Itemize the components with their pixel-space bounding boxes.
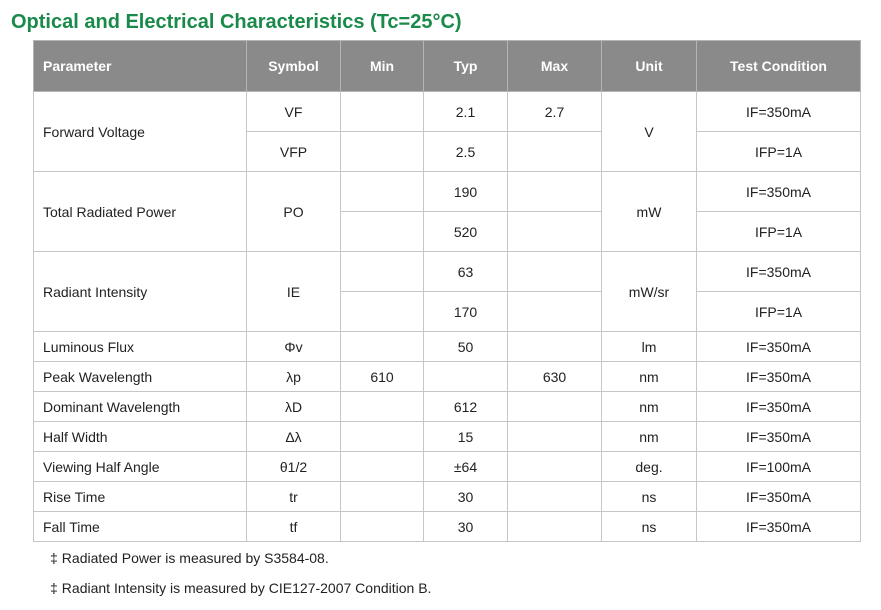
typ-cell: 30 [424, 482, 508, 512]
max-cell [508, 422, 602, 452]
symbol-cell: IE [247, 252, 341, 332]
table-row [34, 252, 861, 292]
header-parameter: Parameter [34, 41, 247, 92]
min-cell [341, 392, 424, 422]
footnotes [50, 549, 431, 609]
typ-cell [424, 362, 508, 392]
min-cell [341, 482, 424, 512]
param-label: Dominant Wavelength [34, 392, 247, 422]
characteristics-table [33, 40, 861, 542]
min-cell [341, 252, 424, 292]
table-row [34, 332, 861, 362]
typ-cell: 50 [424, 332, 508, 362]
condition-cell: IFP=1A [697, 212, 861, 252]
min-cell [341, 92, 424, 132]
unit-cell: nm [602, 422, 697, 452]
max-cell [508, 332, 602, 362]
typ-cell: 2.1 [424, 92, 508, 132]
page-title: Optical and Electrical Characteristics (Tc=25°C) [11, 11, 462, 33]
header-unit: Unit [602, 41, 697, 92]
footnote-text: Radiated Power is measured by S3584-08. [61, 550, 329, 566]
max-cell [508, 132, 602, 172]
condition-cell: IF=350mA [697, 392, 861, 422]
condition-cell: IFP=1A [697, 292, 861, 332]
param-label: Radiant Intensity [34, 252, 247, 332]
param-label: Fall Time [34, 512, 247, 542]
typ-cell: 520 [424, 212, 508, 252]
symbol-cell: tf [247, 512, 341, 542]
condition-cell: IFP=1A [697, 132, 861, 172]
typ-cell: 2.5 [424, 132, 508, 172]
table-row [34, 512, 861, 542]
typ-cell: ±64 [424, 452, 508, 482]
condition-cell: IF=350mA [697, 92, 861, 132]
unit-cell: mW [602, 172, 697, 252]
param-label: Luminous Flux [34, 332, 247, 362]
unit-cell: ns [602, 512, 697, 542]
footnote-marker: ‡ [50, 550, 58, 566]
typ-cell: 170 [424, 292, 508, 332]
unit-cell: nm [602, 392, 697, 422]
min-cell [341, 422, 424, 452]
condition-cell: IF=350mA [697, 332, 861, 362]
symbol-cell: VF [247, 92, 341, 132]
param-label: Half Width [34, 422, 247, 452]
unit-cell: lm [602, 332, 697, 362]
condition-cell: IF=350mA [697, 422, 861, 452]
max-cell [508, 172, 602, 212]
footnote [50, 579, 431, 609]
condition-cell: IF=350mA [697, 172, 861, 212]
table-row [34, 92, 861, 132]
min-cell [341, 452, 424, 482]
max-cell: 2.7 [508, 92, 602, 132]
table-row [34, 452, 861, 482]
table-row [34, 392, 861, 422]
min-cell [341, 172, 424, 212]
param-label: Rise Time [34, 482, 247, 512]
max-cell [508, 482, 602, 512]
header-symbol: Symbol [247, 41, 341, 92]
table-row [34, 482, 861, 512]
typ-cell: 612 [424, 392, 508, 422]
table-row [34, 362, 861, 392]
min-cell [341, 512, 424, 542]
symbol-cell: Φv [247, 332, 341, 362]
param-label: Total Radiated Power [34, 172, 247, 252]
param-label: Peak Wavelength [34, 362, 247, 392]
footnote-marker: ‡ [50, 580, 58, 596]
condition-cell: IF=350mA [697, 252, 861, 292]
symbol-cell: θ1/2 [247, 452, 341, 482]
header-row [34, 41, 861, 92]
symbol-cell: λp [247, 362, 341, 392]
table-row [34, 172, 861, 212]
symbol-cell: PO [247, 172, 341, 252]
min-cell [341, 292, 424, 332]
condition-cell: IF=350mA [697, 362, 861, 392]
max-cell [508, 512, 602, 542]
min-cell [341, 132, 424, 172]
symbol-cell: λD [247, 392, 341, 422]
typ-cell: 30 [424, 512, 508, 542]
unit-cell: ns [602, 482, 697, 512]
max-cell [508, 212, 602, 252]
footnote-text: Radiant Intensity is measured by CIE127-2007 Condition B. [61, 580, 432, 596]
max-cell [508, 292, 602, 332]
min-cell: 610 [341, 362, 424, 392]
header-min: Min [341, 41, 424, 92]
condition-cell: IF=350mA [697, 482, 861, 512]
condition-cell: IF=350mA [697, 512, 861, 542]
typ-cell: 190 [424, 172, 508, 212]
header-condition: Test Condition [697, 41, 861, 92]
unit-cell: deg. [602, 452, 697, 482]
symbol-cell: VFP [247, 132, 341, 172]
max-cell: 630 [508, 362, 602, 392]
typ-cell: 63 [424, 252, 508, 292]
param-label: Forward Voltage [34, 92, 247, 172]
max-cell [508, 452, 602, 482]
condition-cell: IF=100mA [697, 452, 861, 482]
table-row [34, 422, 861, 452]
param-label: Viewing Half Angle [34, 452, 247, 482]
max-cell [508, 252, 602, 292]
unit-cell: mW/sr [602, 252, 697, 332]
header-max: Max [508, 41, 602, 92]
unit-cell: V [602, 92, 697, 172]
symbol-cell: tr [247, 482, 341, 512]
footnote [50, 549, 431, 579]
header-typ: Typ [424, 41, 508, 92]
min-cell [341, 212, 424, 252]
min-cell [341, 332, 424, 362]
max-cell [508, 392, 602, 422]
unit-cell: nm [602, 362, 697, 392]
typ-cell: 15 [424, 422, 508, 452]
symbol-cell: Δλ [247, 422, 341, 452]
